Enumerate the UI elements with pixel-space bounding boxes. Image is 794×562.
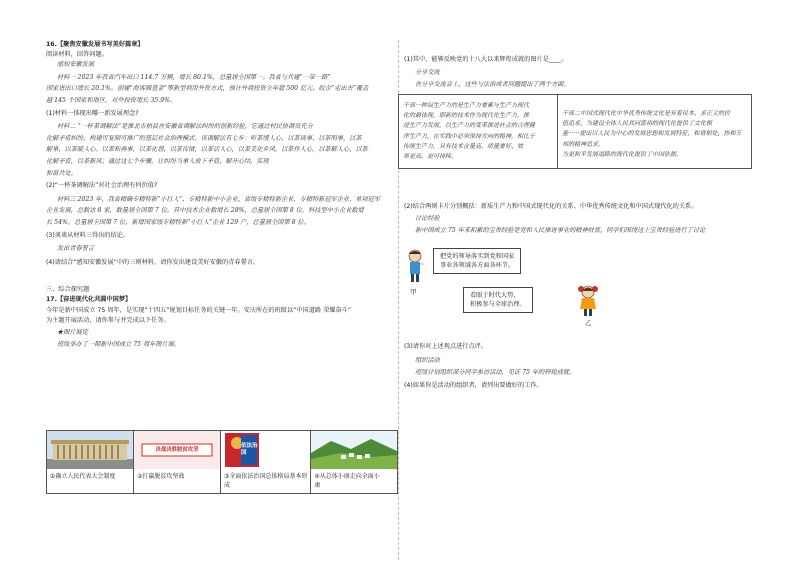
section-three-title: 三、综合探究题	[46, 286, 90, 294]
card-line: 为更和平发展道路的现代化提供了中国依据。	[562, 150, 683, 158]
card-line: 率更高、更可持续。	[403, 153, 458, 161]
subheading-perceive: 感知安徽发展	[57, 61, 95, 69]
right-question-1: (1)其中，能够反映党的十八大以来辉煌成就的图片是____。	[404, 56, 568, 63]
q17-heading: 17.【奋进现代化共圆中国梦】	[46, 295, 132, 303]
right-column-top	[404, 55, 764, 90]
picture-table	[46, 430, 398, 494]
card-line: 值追求，为建设全体人民共同富裕的现代化提供了文化根	[562, 120, 713, 128]
subheading-discuss: 讨论经验	[415, 214, 440, 222]
person-a-figure	[404, 248, 426, 288]
bubble-line: 事业各领域各方面各环节。	[440, 262, 515, 269]
right-question-4: (4)如果你是活动的组织者，请列出要做好的工作。	[404, 381, 543, 389]
material2-line: 解事，以茶暖人心。以茶和善事，以茶化怨，以茶传情，以茶话人心，以茶美化乡风，以茶作人心，以茶解人心，以茶	[46, 146, 368, 154]
caption-line: 康	[314, 482, 321, 489]
village-icon	[311, 431, 397, 469]
right-question-2: (2)结合两则卡片分别概括：新质生产力和中国式现代化的关系、中华优秀传统文化和中国式现代化的关系。	[404, 203, 698, 210]
speech-bubble-b	[463, 287, 533, 313]
banner-text: 依法治国	[241, 443, 258, 456]
right-question-3: (3)请你对上述观点进行点评。	[404, 343, 488, 350]
material2-line: 材料二 “一杯茶调解法”是淮北市梧县在安徽省调解法纠纷的创新经验，它通过村民协调员充分	[57, 123, 313, 131]
material2-line: 化解矛盾纠纷，构建可复制可推广的基层社会治理模式。该调解法有七步：听茶缓人心、以茶谈事、以茶明事，以茶	[46, 134, 362, 142]
card-line: 进生产力发展，以生产力的变革推进社会的合理健	[403, 122, 536, 130]
poverty-banner-icon	[134, 431, 220, 469]
caption-line: 成	[224, 482, 231, 489]
great-hall-icon	[47, 431, 133, 469]
person-b-label: 乙	[585, 319, 592, 327]
intro-line: 今年是新中国成立 75 周年，是实现“十四五”规划目标任务的关键一年。安庆所在的班级以“中国道路 荣耀奋斗”	[46, 307, 352, 315]
card-line: 序生产力，在实践中必须保持方向的精神，相比于	[403, 132, 536, 140]
question-2: (2)“一杯茶调解法”对社会治理有何价值?	[46, 182, 158, 190]
subheading-activity: 组织活动	[415, 356, 440, 364]
card-one	[399, 95, 558, 169]
caption-line: ③全面依法治国总体格局基本形	[224, 473, 308, 480]
person-a-label: 甲	[410, 288, 417, 296]
material3-line: 材料三 2023 年，我省精确专精特新“小巨人”、专精特新中小企业、省级专精特新企业、专精特新冠军企业、单项冠军	[57, 195, 381, 203]
subheading-oath: 发出青春誓言	[57, 245, 95, 253]
card-table	[398, 94, 752, 169]
picture-caption: ①确立人民代表大会制度	[50, 473, 116, 480]
material2-line: 和谐共处。	[46, 169, 77, 177]
intro-line: 为主题开展活动，请你参与并完成以下任务。	[46, 317, 170, 325]
picture-caption	[311, 469, 397, 493]
bubble-line: 积极参与全球治理。	[470, 301, 526, 308]
banner-text: 决战决胜脱贫攻坚	[155, 447, 199, 453]
picture-caption	[221, 469, 310, 493]
material3-line: 企业发展，总数达 8 家，数量居全国第 7 位。其中技术企业数增长 28%，总量居全国第 8 位，科技型中小企业数增	[46, 207, 364, 215]
left-column	[46, 40, 391, 350]
bubble-line: 把党的领导落实到党和国家	[440, 253, 515, 260]
read-prompt: 阅读材料，回答问题。	[46, 50, 108, 58]
person-b-figure	[576, 283, 600, 321]
right-column-bottom	[404, 342, 764, 390]
card-two	[558, 95, 752, 169]
activity-line: 班级计划组织部分同学参访活动，见证 75 年的辉煌成就。	[415, 369, 576, 377]
speech-bubble-a	[433, 248, 521, 274]
card-line: 干部二中国式现代化中华优秀传统文化是有着民本、求正义的价	[562, 110, 731, 117]
subheading-exhibition: ★图片展览	[57, 328, 88, 336]
material3-line: 长 54%，总量居全国第 7 位，新增国家级专精特新“小巨人”企业 129 户，总量居全国第 8 位。	[46, 218, 310, 226]
exhibition-line: 班级举办了一期新中国成立 75 周年图片展。	[57, 341, 181, 349]
picture-caption: ②打赢脱贫攻坚战	[137, 473, 185, 480]
material1-line: 越 145 个国家和地区，对外投资增长 35.9%。	[46, 96, 177, 104]
share-description: 在分享交流会上，这些与法治或者问题提出了两个方面。	[415, 81, 570, 89]
card-line: 干部一种层生产力的是生产力要素与生产力现代	[403, 102, 530, 109]
question-3: (3)谈谈从材料三得出的结论。	[46, 231, 130, 239]
question-4: (4)请结合“感知安徽发展”中的三则材料，请你发出建设美好安徽的青春誓言。	[46, 258, 260, 266]
discussion-line: 新中国成立 75 年来积累的宝贵经验是党和人民推进事业的精神财富，同学们围绕这上宝贵经验进行了讨论	[415, 227, 706, 235]
subheading-share: 分享交流	[415, 68, 440, 76]
material2-line: 化解矛盾，以茶新风；通过这七个步骤，让纠纷当事人放下矛盾，解开心结，实现	[46, 157, 269, 165]
material1-line: 材料一 2023 年我省汽车出口 114.7 万辆，增长 80.1%，总量居全国第一。我省与共建“一带一路”	[57, 73, 331, 81]
material1-line: 国家进出口增长 20.1%。创建“海客圈基金”等新型利用外资方式，预计外商投资全年超 500 亿元。皖企“走出去”覆盖	[46, 85, 369, 93]
question-1: (1)材料一体现出哪一新发展理念?	[46, 109, 139, 117]
card-line: 基······提出以人民为中心的发展思想和发展特征，和谐相处，协和万邦的精神追求，	[562, 130, 742, 148]
rule-of-law-icon	[221, 431, 310, 469]
bubble-line: 看眼于时代大势，	[470, 292, 520, 299]
card-line: 化的最体现，即新的技术作为现代化生产力，推	[403, 112, 530, 120]
q16-heading: 16.【聚焦安徽发展书写美好篇章】	[46, 41, 144, 48]
right-column-middle	[404, 202, 764, 236]
card-line: 传统生产力，具有技术含量高、质量要好、效	[403, 142, 524, 150]
caption-line: ④从总体小康走向全面小	[314, 473, 380, 480]
